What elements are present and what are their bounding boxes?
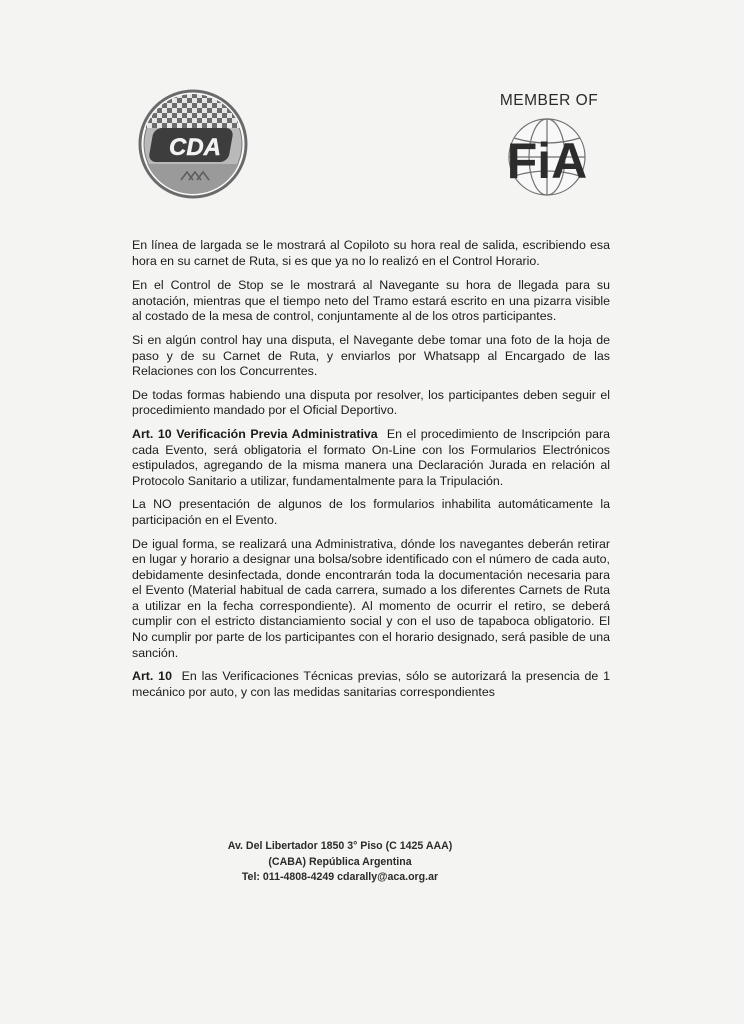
fia-member-logo [486,92,612,200]
paragraph-largada: En línea de largada se le mostrará al Copiloto su hora real de salida, escribiendo esa hora en su carnet de Ruta, si es que ya no lo realizó en el Control Horario. [132,238,610,268]
svg-text:CDA: CDA [169,134,221,161]
fia-globe-icon [495,114,599,200]
paragraph-procedimiento: De todas formas habiendo una disputa por resolver, los participantes deben seguir el procedimiento mandado por el Oficial Deportivo. [132,387,610,418]
paragraph-art10-tecnicas [132,669,610,700]
article-title: Art. 10 [132,669,172,684]
cda-logo [137,88,249,200]
article-title: Art. 10 Verificación Previa Administrativa [132,426,378,441]
member-of-label: MEMBER OF [499,92,599,109]
article-text: En las Verificaciones Técnicas previas, sólo se autorizará la presencia de 1 mecánico por auto, y con las medidas sanitarias correspondientes [132,669,611,699]
footer-address [200,839,480,886]
article-text: En el procedimiento de Inscripción para cada Evento, será obligatoria el formato On-Line con los Formularios Electrónicos estipulados, agregando de la misma manera una Declaración Jurada en relación al Protocolo Sanitario a utilizar, fundamentalmente para la Tripulación. [132,426,610,488]
address-line: (CABA) República Argentina [268,855,412,868]
address-line: Av. Del Libertador 1850 3° Piso (C 1425 AAA) [227,840,453,852]
document-body [132,238,610,708]
paragraph-no-presentacion: La NO presentación de algunos de los formularios inhabilita automáticamente la participación en el Evento. [132,497,610,527]
paragraph-igual-forma: De igual forma, se realizará una Administrativa, dónde los navegantes deberán retirar en lugar y horario a designar una bolsa/sobre identificado con el número de cada auto, debidamente desinfectada, donde encontrarán toda la documentación necesaria para el Evento (Material habitual de cada carrera, sumado a los diferentes Carnets de Ruta a utilizar en la fecha correspondiente). Al momento de ocurrir el retiro, se deberá cumplir con el estricto distanciamiento social y con el uso de tapaboca obligatorio. El No cumplir por parte de los participantes con el horario designado, será pasible de una sanción. [132,536,610,660]
contact-line: Tel: 011-4808-4249 cdarally@aca.org.ar [241,871,439,883]
paragraph-control-stop: En el Control de Stop se le mostrará al Navegante su hora de llegada para su anotación, mientras que el tiempo neto del Tramo estará escrito en una pizarra visible al costado de la mesa de control, conjuntamente al de los otros participantes. [132,278,610,324]
paragraph-art10-administrativa [132,427,610,489]
paragraph-disputa: Si en algún control hay una disputa, el Navegante debe tomar una foto de la hoja de paso y de su Carnet de Ruta, y enviarlos por Whatsapp al Encargado de las Relaciones con los Concurrentes. [132,332,610,379]
svg-text:FiA: FiA [506,133,588,189]
